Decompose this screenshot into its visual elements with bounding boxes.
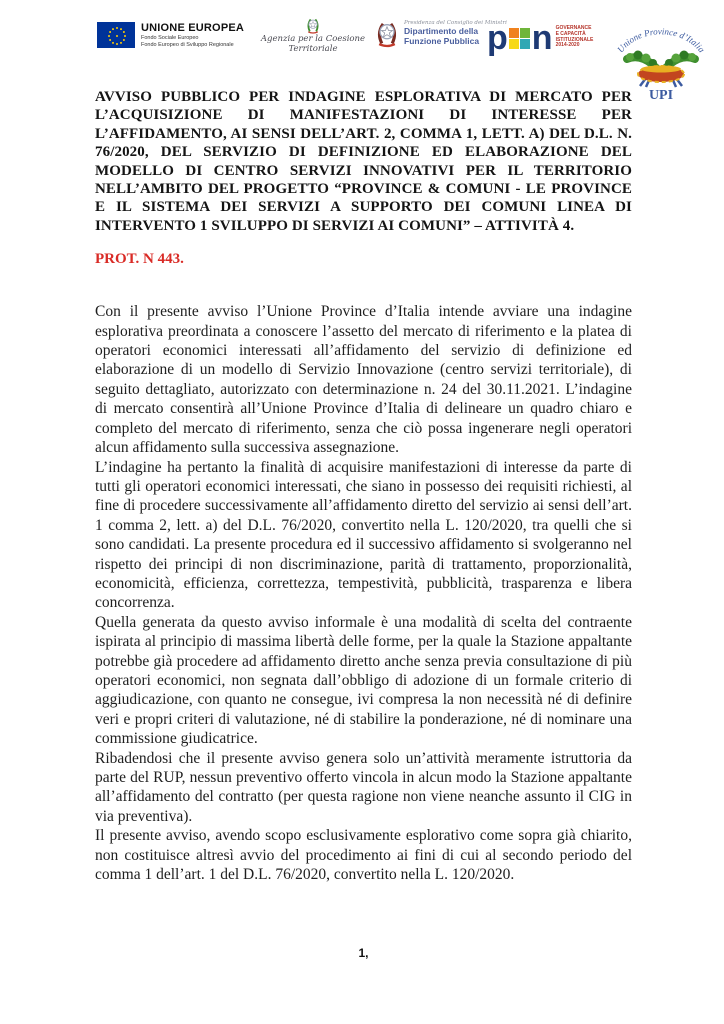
- agenzia-coesione-logo: [238, 16, 388, 54]
- document-body: [95, 302, 632, 884]
- dipartimento-line-1: Dipartimento della: [404, 26, 479, 37]
- eu-logo-subtitle-1: Fondo Sociale Europeo: [141, 35, 199, 41]
- upi-label: UPI: [648, 88, 674, 103]
- paragraph: Con il presente avviso l’Unione Province d’Italia intende avviare una indagine esplorativa preordinata a conoscere l’assetto del mercato di riferimento e la platea di operatori economici interessati all’affidamento del servizio di definizione ed elaborazione di un modello di Servizio Innovazione (centro servizi territoriale), di seguito dettagliato, autorizzato con determinazione n. 24 del 30.11.2021. L’indagine di mercato consentirà all’Unione Province d’Italia di delineare un quadro chiaro e completo del mercato di riferimento, senza che ciò possa ingenerare negli operatori alcun affidamento sulla successiva assegnazione.: [95, 303, 632, 457]
- protocol-number: PROT. N 443.: [95, 251, 184, 268]
- pon-letter-n: n: [531, 19, 552, 57]
- pon-caption-line-1: GOVERNANCE: [555, 25, 592, 31]
- paragraph: Ribadendosi che il presente avviso genera solo un’attività meramente istruttoria da parte del RUP, nessun preventivo offerto vincola in alcun modo la Stazione appaltante all’affidamento del contratto (per questa ragione non viene neanche assunto il CIG in via preventiva).: [95, 749, 632, 825]
- eu-logo: [97, 22, 244, 48]
- eu-logo-title: UNIONE EUROPEA: [141, 22, 245, 34]
- dipartimento-line-2: Funzione Pubblica: [404, 36, 480, 47]
- upi-arc-text: Unione Province d’Italia: [615, 26, 707, 55]
- pon-caption-line-2: E CAPACITÀ: [555, 30, 586, 37]
- svg-text:Unione Province d’Italia: [615, 26, 707, 54]
- pon-letter-p: p: [487, 19, 507, 57]
- pon-caption-line-4: 2014-2020: [555, 42, 580, 49]
- pon-caption-line-3: ISTITUZIONALE: [555, 36, 594, 43]
- paragraph: Il presente avviso, avendo scopo esclusivamente esplorativo come sopra già chiarito, non costituisce altresì avvio del procedimento ai fini di cui al secondo periodo del comma 1 dell’art. 1 del D.L. 76/2020, convertito nella L. 120/2020.: [95, 827, 632, 884]
- italy-emblem-icon: [305, 16, 321, 34]
- italy-emblem-icon: [374, 18, 400, 48]
- paragraph: L’indagine ha pertanto la finalità di acquisire manifestazioni di interesse da parte di tutti gli operatori economici interessati, che siano in possesso dei requisiti richiesti, al fine di procedere successivamente all’affidamento diretto del servizio ai sensi dell’art. 1 comma 2, lett. a) del D.L. 76/2020, convertito nella L. 120/2020, tra quelli che si sono candidati. La presente procedura ed il successivo affidamento si svolgeranno nel rispetto dei principi di non discriminazione, parità di trattamento, proporzionalità, economicità, efficienza, correttezza, tempestività, pubblicità, trasparenza e libera concorrenza.: [95, 458, 632, 612]
- agenzia-logo-text: Agenzia per la Coesione Territoriale: [260, 34, 366, 54]
- document-title: AVVISO PUBBLICO PER INDAGINE ESPLORATIVA DI MERCATO PER L’ACQUISIZIONE DI MANIFESTAZIONI DI INTERESSE PER L’AFFIDAMENTO, AI SENSI DELL’ART. 2, COMMA 1, LETT. A) DEL D.L. N. 76/2020, DEL SERVIZIO DI DEFINIZIONE ED ELABORAZIONE DEL MODELLO DI CENTRO SERVIZI INNOVATIVI PER IL TERRITORIO NELL’AMBITO DEL PROGETTO “PROVINCE & COMUNI - LE PROVINCE E IL SISTEMA DEI SERVIZI A SUPPORTO DEI COMUNI LINEA DI INTERVENTO 1 SVILUPPO DI SERVIZI AI COMUNI” – ATTIVITÀ 4.: [95, 89, 632, 234]
- document-content: [95, 88, 632, 884]
- pon-logo: [487, 19, 594, 57]
- eu-flag-icon: [97, 22, 135, 48]
- eu-logo-subtitle-2: Fondo Europeo di Sviluppo Regionale: [141, 41, 234, 48]
- paragraph: Quella generata da questo avviso informale è una modalità di scelta del contraente ispirata al principio di massima libertà delle forme, per la quale la Stazione appaltante potrebbe già procedere ad affidamento diretto anche senza previa consultazione di più operatori economici, non segnata dall’obbligo di adozione di un formale criterio di aggiudicazione, con quanto ne consegue, ivi compresa la non necessità né di definire veri e propri criteri di valutazione, né di stabilire la ponderazione, né di nominare una commissione giudicatrice.: [95, 613, 632, 748]
- dipartimento-script-text: Presidenza del Consiglio dei Ministri: [404, 19, 507, 26]
- page-number: 1,: [358, 946, 369, 960]
- pon-squares-icon: [487, 19, 552, 57]
